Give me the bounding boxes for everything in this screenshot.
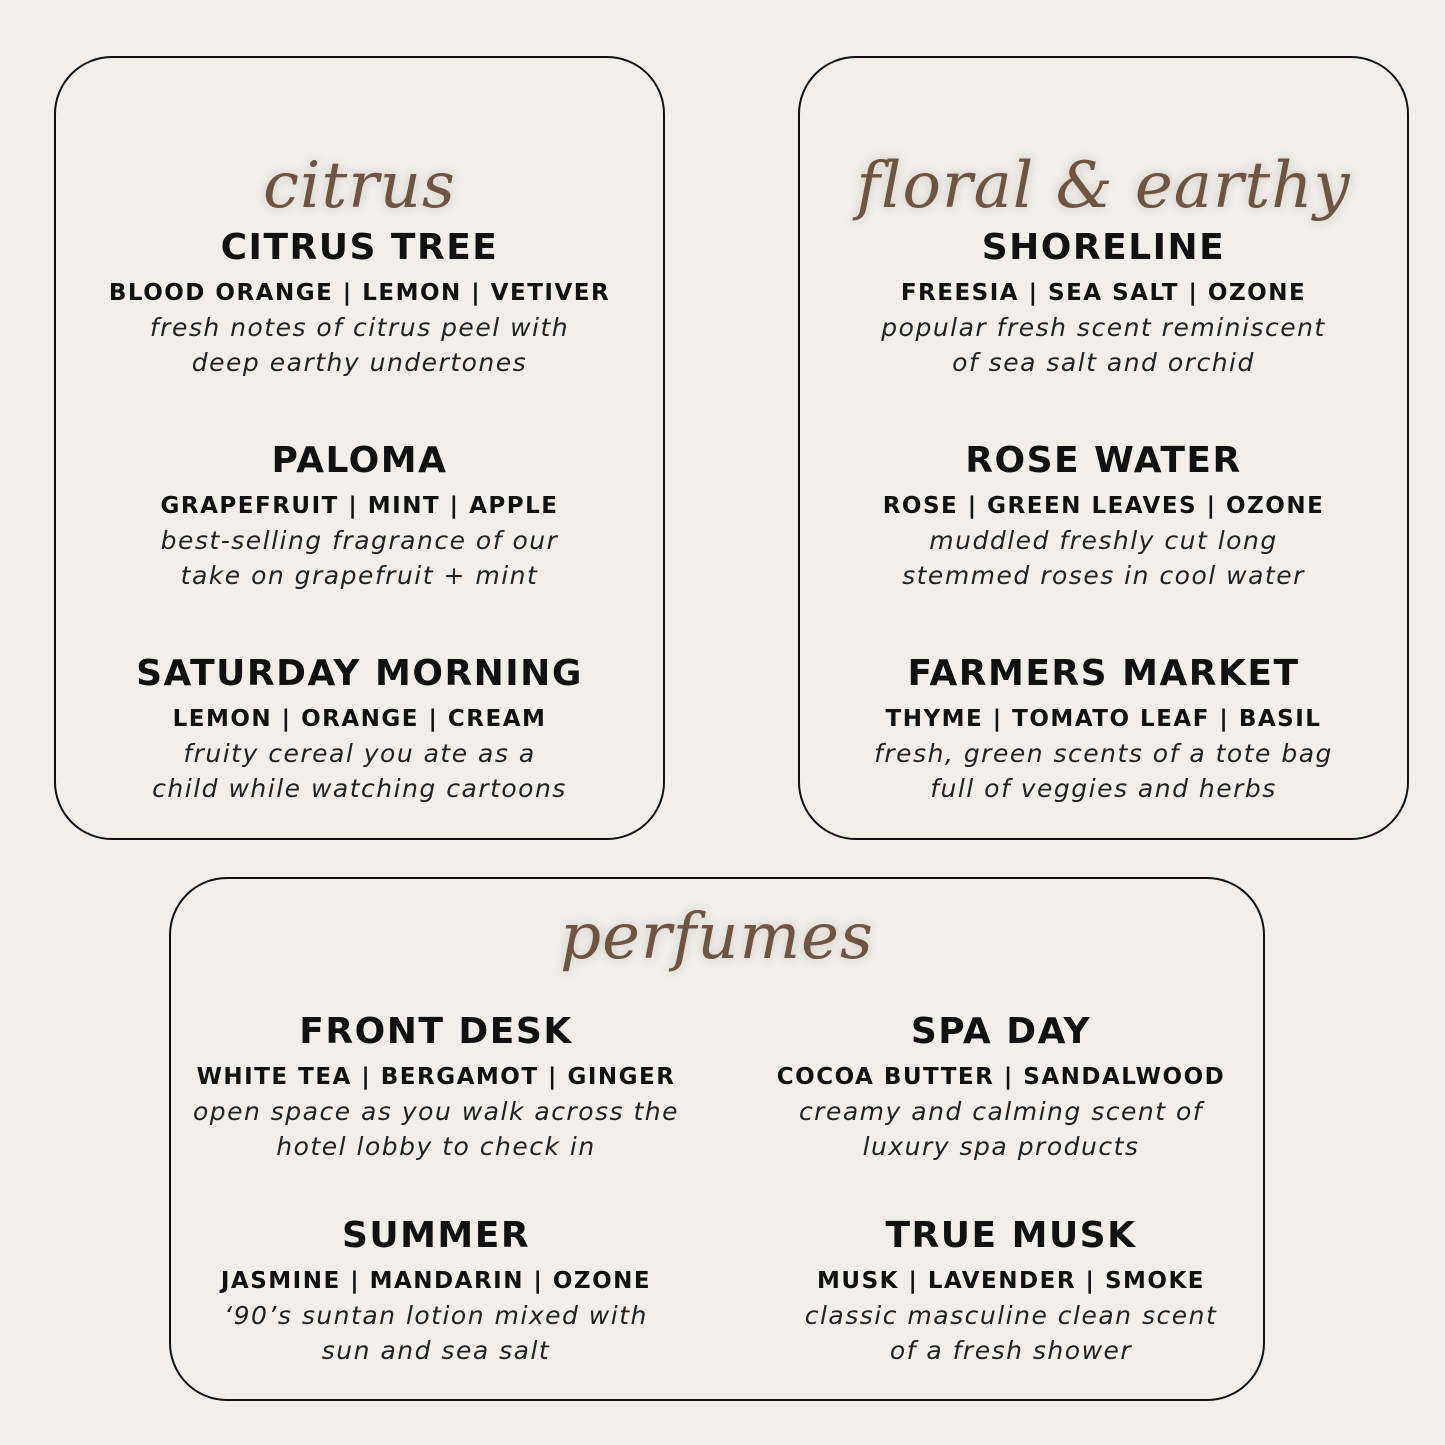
perfumes-card: [169, 877, 1265, 1401]
scent-notes: BLOOD ORANGE | LEMON | VETIVER: [108, 280, 611, 306]
citrus-section-title: citrus: [263, 149, 456, 223]
scent-description: [56, 523, 663, 593]
scent-rose-water: [800, 441, 1407, 593]
scent-citrus-tree: [56, 228, 663, 380]
scent-description: [800, 523, 1407, 593]
scent-farmers-market: [800, 654, 1407, 806]
scent-notes: MUSK | LAVENDER | SMOKE: [817, 1268, 1205, 1294]
description-line: ‘90’s suntan lotion mixed with: [224, 1301, 648, 1330]
scent-notes: COCOA BUTTER | SANDALWOOD: [776, 1064, 1226, 1090]
scent-description: [56, 310, 663, 380]
description-line: stemmed roses in cool water: [902, 561, 1305, 590]
description-line: sun and sea salt: [321, 1336, 551, 1365]
scent-name: SPA DAY: [910, 1011, 1092, 1052]
scent-description: [731, 1094, 1271, 1164]
description-line: classic masculine clean scent: [804, 1301, 1218, 1330]
description-line: take on grapefruit + mint: [180, 561, 539, 590]
scent-notes: FREESIA | SEA SALT | OZONE: [900, 280, 1307, 306]
scent-summer: [171, 1216, 701, 1368]
description-line: child while watching cartoons: [152, 774, 567, 803]
scent-name: SHORELINE: [981, 227, 1226, 268]
scent-name: ROSE WATER: [965, 440, 1242, 481]
floral-earthy-section-title: floral & earthy: [856, 149, 1351, 223]
description-line: hotel lobby to check in: [276, 1132, 596, 1161]
scent-notes: THYME | TOMATO LEAF | BASIL: [885, 706, 1322, 732]
description-line: muddled freshly cut long: [929, 526, 1278, 555]
description-line: popular fresh scent reminiscent: [881, 313, 1326, 342]
scent-notes: JASMINE | MANDARIN | OZONE: [220, 1268, 652, 1294]
description-line: best-selling fragrance of our: [160, 526, 559, 555]
scent-front-desk: [171, 1012, 701, 1164]
scent-shoreline: [800, 228, 1407, 380]
scent-notes: LEMON | ORANGE | CREAM: [172, 706, 547, 732]
description-line: open space as you walk across the: [192, 1097, 680, 1126]
description-line: creamy and calming scent of: [798, 1097, 1204, 1126]
description-line: deep earthy undertones: [191, 348, 528, 377]
description-line: full of veggies and herbs: [930, 774, 1277, 803]
scent-saturday-morning: [56, 654, 663, 806]
scent-paloma: [56, 441, 663, 593]
scent-description: [800, 310, 1407, 380]
scent-description: [800, 736, 1407, 806]
description-line: luxury spa products: [862, 1132, 1140, 1161]
perfumes-section-title: perfumes: [560, 900, 874, 974]
scent-name: TRUE MUSK: [885, 1215, 1137, 1256]
scent-name: FRONT DESK: [299, 1011, 573, 1052]
scent-description: [171, 1094, 701, 1164]
citrus-card: [54, 56, 665, 840]
scent-name: FARMERS MARKET: [907, 653, 1300, 694]
scent-notes: GRAPEFRUIT | MINT | APPLE: [160, 493, 559, 519]
scent-description: [56, 736, 663, 806]
description-line: of sea salt and orchid: [952, 348, 1255, 377]
scent-name: SATURDAY MORNING: [136, 653, 583, 694]
scent-name: CITRUS TREE: [220, 227, 499, 268]
description-line: fresh, green scents of a tote bag: [874, 739, 1333, 768]
description-line: of a fresh shower: [889, 1336, 1133, 1365]
description-line: fresh notes of citrus peel with: [149, 313, 570, 342]
scent-name: SUMMER: [341, 1215, 531, 1256]
scent-true-musk: [746, 1216, 1276, 1368]
scent-spa-day: [731, 1012, 1271, 1164]
scent-notes: WHITE TEA | BERGAMOT | GINGER: [196, 1064, 676, 1090]
scent-name: PALOMA: [271, 440, 448, 481]
description-line: fruity cereal you ate as a: [183, 739, 536, 768]
scent-description: [746, 1298, 1276, 1368]
scent-description: [171, 1298, 701, 1368]
scent-notes: ROSE | GREEN LEAVES | OZONE: [882, 493, 1325, 519]
floral-earthy-card: [798, 56, 1409, 840]
